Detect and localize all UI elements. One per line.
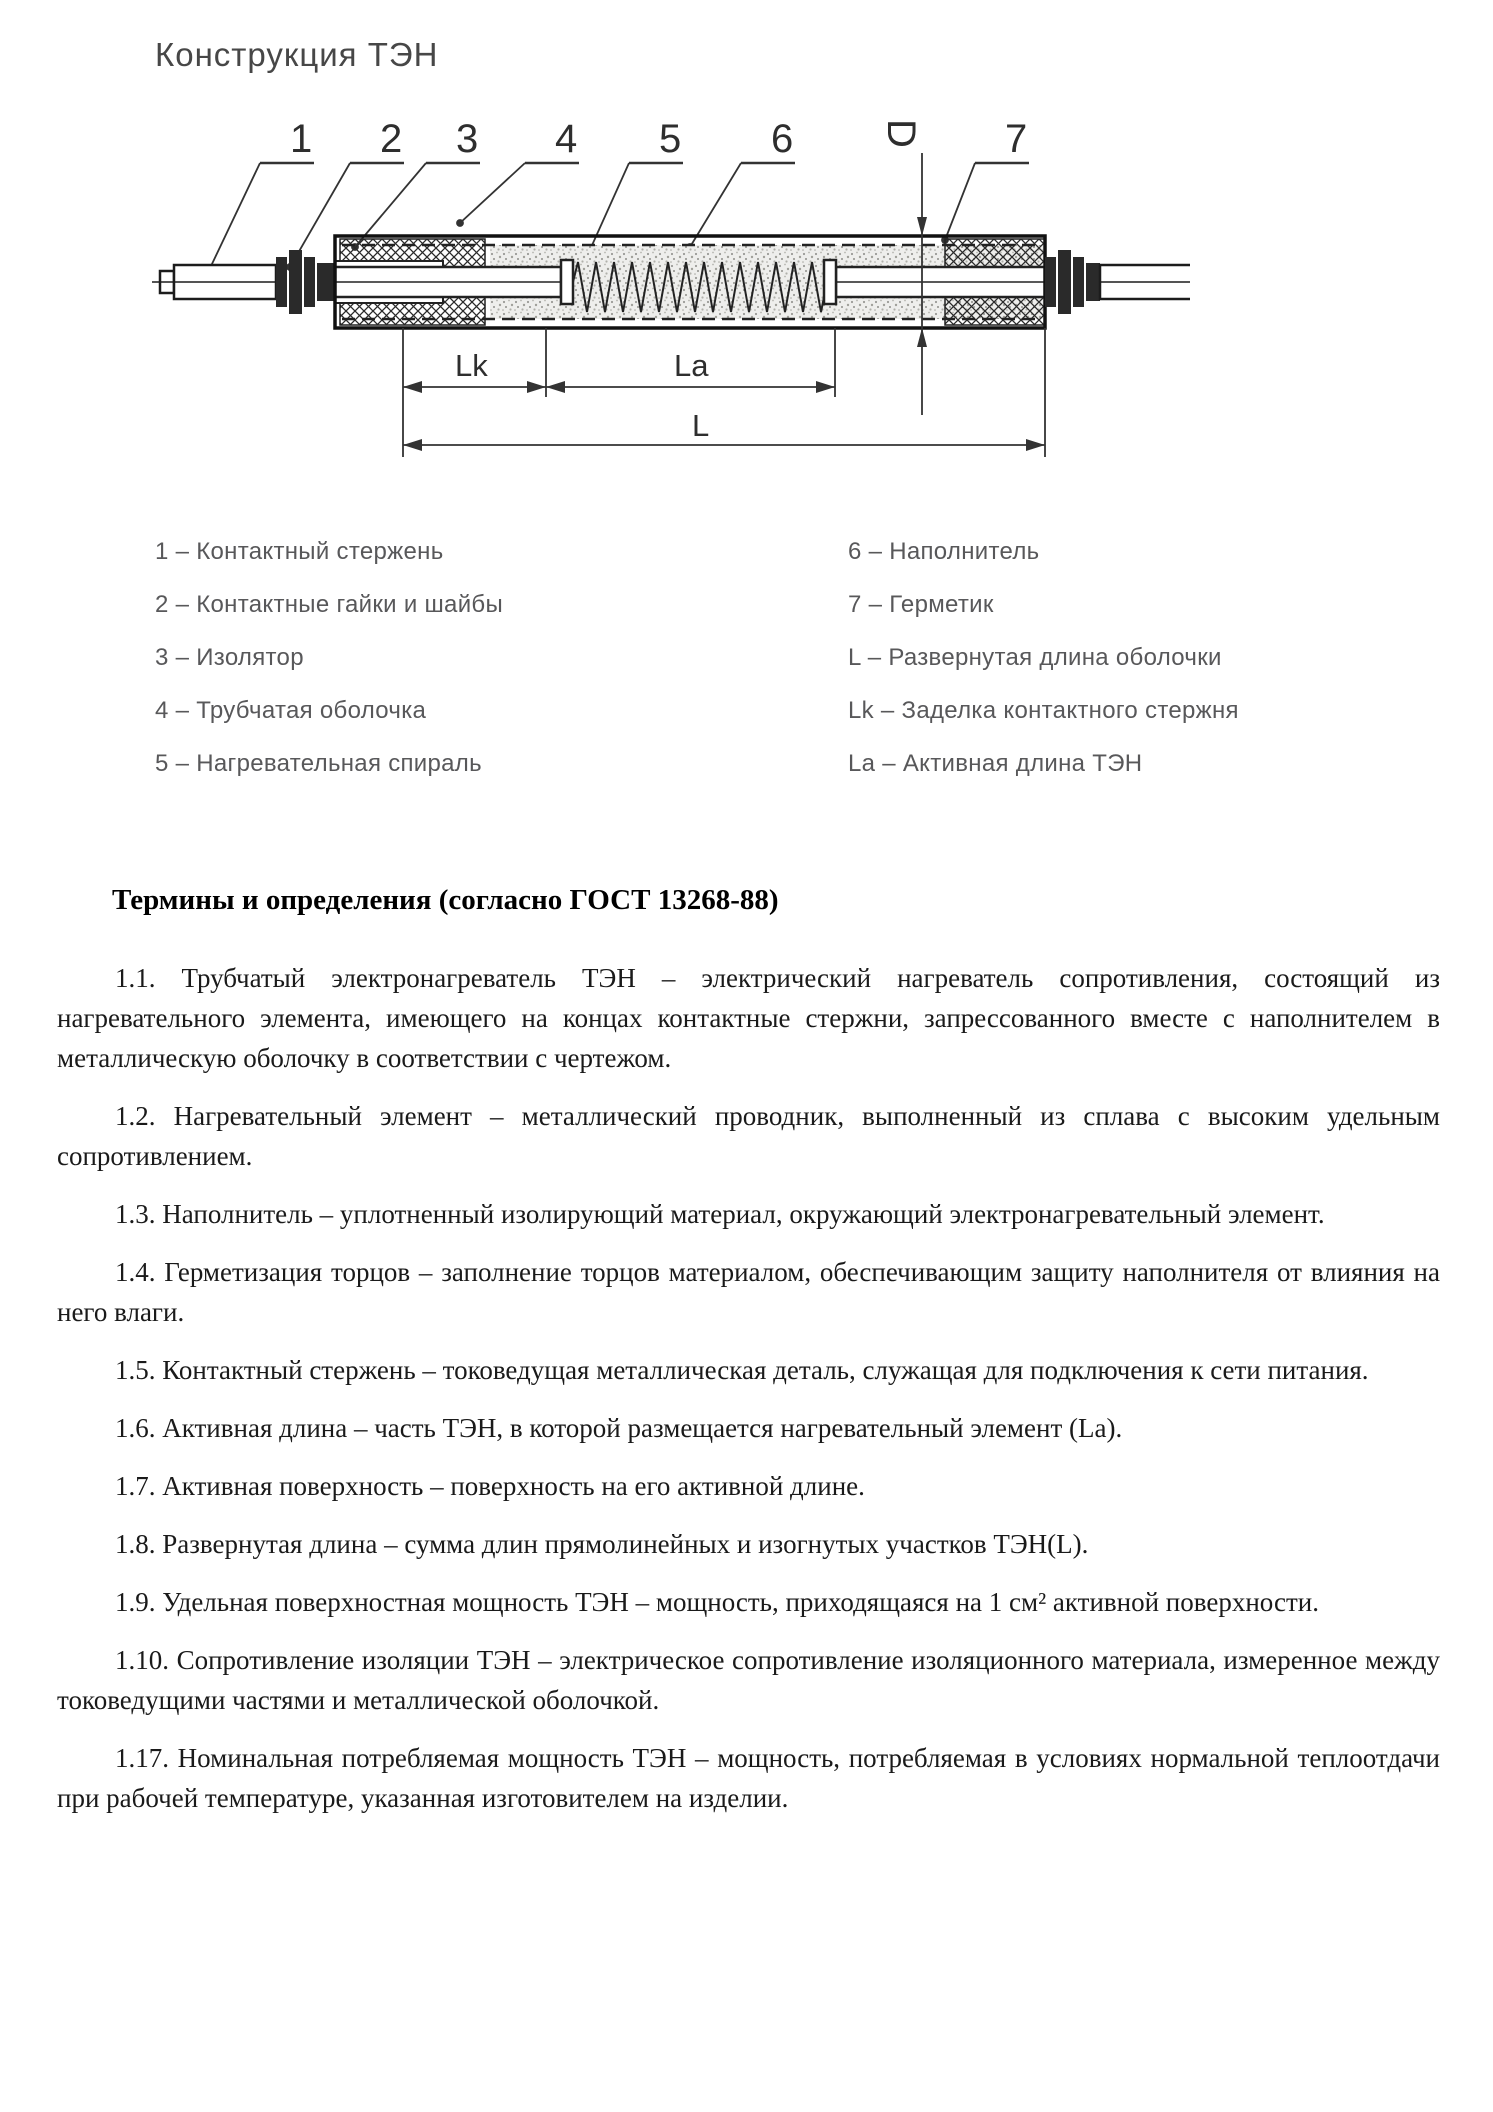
- callout-number-1: 1: [290, 117, 313, 161]
- legend-item: La – Активная длина ТЭН: [848, 750, 1143, 777]
- terms-body: [57, 958, 1440, 1836]
- term-paragraph: 1.1. Трубчатый электронагреватель ТЭН – электрический нагреватель сопротивления, состоящий из нагревательного элемента, имеющего на концах контактные стержни, запрессованного вместе с наполнителем в металлическую оболочку в соответствии с чертежом.: [57, 963, 1440, 1073]
- callout-number-6: 6: [771, 117, 794, 161]
- term-paragraph: 1.2. Нагревательный элемент – металлический проводник, выполненный из сплава с высоким удельным сопротивлением.: [57, 1101, 1440, 1171]
- contact-rod-right: [1100, 265, 1190, 299]
- contact-nuts-right: [1045, 250, 1100, 314]
- term-paragraph: 1.6. Активная длина – часть ТЭН, в которой размещается нагревательный элемент (La).: [115, 1413, 1123, 1443]
- term-paragraph: 1.8. Развернутая длина – сумма длин прямолинейных и изогнутых участков ТЭН(L).: [115, 1529, 1089, 1559]
- legend-item: Lk – Заделка контактного стержня: [848, 697, 1239, 724]
- sealant-hatch-right-bottom: [945, 297, 1045, 325]
- diagram-title: Конструкция ТЭН: [155, 36, 439, 73]
- term-paragraph: 1.5. Контактный стержень – токоведущая металлическая деталь, служащая для подключения к сети питания.: [115, 1355, 1369, 1385]
- callout-number-3: 3: [456, 117, 479, 161]
- terms-heading: Термины и определения (согласно ГОСТ 13268-88): [112, 884, 779, 916]
- callout-number-7: 7: [1005, 117, 1028, 161]
- legend-item: 4 – Трубчатая оболочка: [155, 697, 427, 724]
- legend-item: 5 – Нагревательная спираль: [155, 750, 482, 777]
- legend-item: 1 – Контактный стержень: [155, 538, 444, 565]
- dim-label-l: L: [692, 408, 710, 443]
- sealant-hatch-right-top: [945, 239, 1045, 267]
- term-paragraph: 1.9. Удельная поверхностная мощность ТЭН – мощность, приходящаяся на 1 см² активной поверхности.: [115, 1587, 1319, 1617]
- legend-item: 6 – Наполнитель: [848, 538, 1040, 565]
- contact-nuts-left: [276, 250, 335, 314]
- inner-rod-right-collar: [824, 260, 836, 304]
- legend-item: 3 – Изолятор: [155, 644, 304, 671]
- term-paragraph: 1.10. Сопротивление изоляции ТЭН – электрическое сопротивление изоляционного материала, измеренное между токоведущими частями и металлической оболочкой.: [57, 1645, 1440, 1715]
- dim-label-lk: Lk: [455, 348, 488, 383]
- callout-number-2: 2: [380, 117, 403, 161]
- callout-number-4: 4: [555, 117, 578, 161]
- term-paragraph: 1.17. Номинальная потребляемая мощность ТЭН – мощность, потребляемая в условиях нормальной теплоотдачи при рабочей температуре, указанная изготовителем на изделии.: [57, 1743, 1440, 1813]
- legend-left-column: [155, 538, 503, 803]
- legend-item: 2 – Контактные гайки и шайбы: [155, 591, 503, 618]
- legend-right-column: [848, 538, 1239, 803]
- contact-rod-left: [152, 265, 276, 299]
- legend-item: 7 – Герметик: [848, 591, 994, 618]
- length-dimensions: [403, 328, 1045, 457]
- term-paragraph: 1.7. Активная поверхность – поверхность на его активной длине.: [115, 1471, 865, 1501]
- diameter-label: D: [879, 119, 923, 148]
- term-paragraph: 1.4. Герметизация торцов – заполнение торцов материалом, обеспечивающим защиту наполнителя от влияния на него влаги.: [57, 1257, 1440, 1327]
- dim-label-la: La: [674, 348, 709, 383]
- callout-number-5: 5: [659, 117, 682, 161]
- ten-construction-diagram: [130, 95, 1190, 485]
- term-paragraph: 1.3. Наполнитель – уплотненный изолирующий материал, окружающий электронагревательный элемент.: [115, 1199, 1325, 1229]
- inner-rod-left-collar: [561, 260, 573, 304]
- legend-item: L – Развернутая длина оболочки: [848, 644, 1222, 671]
